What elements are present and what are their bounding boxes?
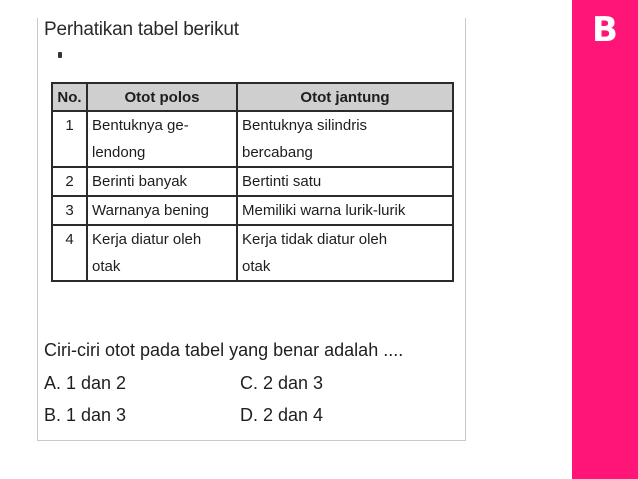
cell-line: Kerja diatur oleh — [92, 231, 202, 248]
option-d[interactable]: D. 2 dan 4 — [240, 405, 324, 425]
row-number: 2 — [52, 167, 87, 196]
cell-otot-jantung: Bertinti satu — [237, 167, 453, 196]
answer-badge: B — [592, 10, 618, 50]
table-row — [52, 111, 453, 167]
header-otot-polos: Otot polos — [87, 83, 237, 111]
cell-line: lendong — [92, 144, 146, 161]
question-text: Ciri-ciri otot pada tabel yang benar adalah .... — [44, 340, 404, 360]
instruction-title: Perhatikan tabel berikut — [44, 19, 239, 40]
header-otot-jantung: Otot jantung — [237, 83, 453, 111]
cell-line: bercabang — [242, 144, 313, 161]
table-row — [52, 167, 453, 196]
cell-otot-polos: Warnanya bening — [87, 196, 237, 225]
option-b[interactable]: B. 1 dan 3 — [44, 405, 127, 425]
muscle-table — [51, 82, 454, 282]
cell-otot-jantung: Memiliki warna lurik-lurik — [237, 196, 453, 225]
cell-line: otak — [242, 258, 271, 275]
cell-line: Bentuknya silindris — [242, 117, 368, 134]
cell-line: otak — [92, 258, 121, 275]
table-row — [52, 196, 453, 225]
option-a[interactable]: A. 1 dan 2 — [44, 373, 127, 393]
accent-band — [572, 0, 638, 479]
cell-otot-jantung — [237, 111, 453, 167]
cell-otot-jantung — [237, 225, 453, 281]
row-number: 4 — [52, 225, 87, 281]
row-number: 1 — [52, 111, 87, 167]
cell-otot-polos — [87, 225, 237, 281]
ink-mark — [58, 52, 62, 58]
row-number: 3 — [52, 196, 87, 225]
table-header-row — [52, 83, 453, 111]
cell-otot-polos — [87, 111, 237, 167]
cell-line: Kerja tidak diatur oleh — [242, 231, 388, 248]
header-no: No. — [52, 83, 87, 111]
option-c[interactable]: C. 2 dan 3 — [240, 373, 324, 393]
cell-otot-polos: Berinti banyak — [87, 167, 237, 196]
table-row — [52, 225, 453, 281]
cell-line: Bentuknya ge- — [92, 117, 189, 134]
